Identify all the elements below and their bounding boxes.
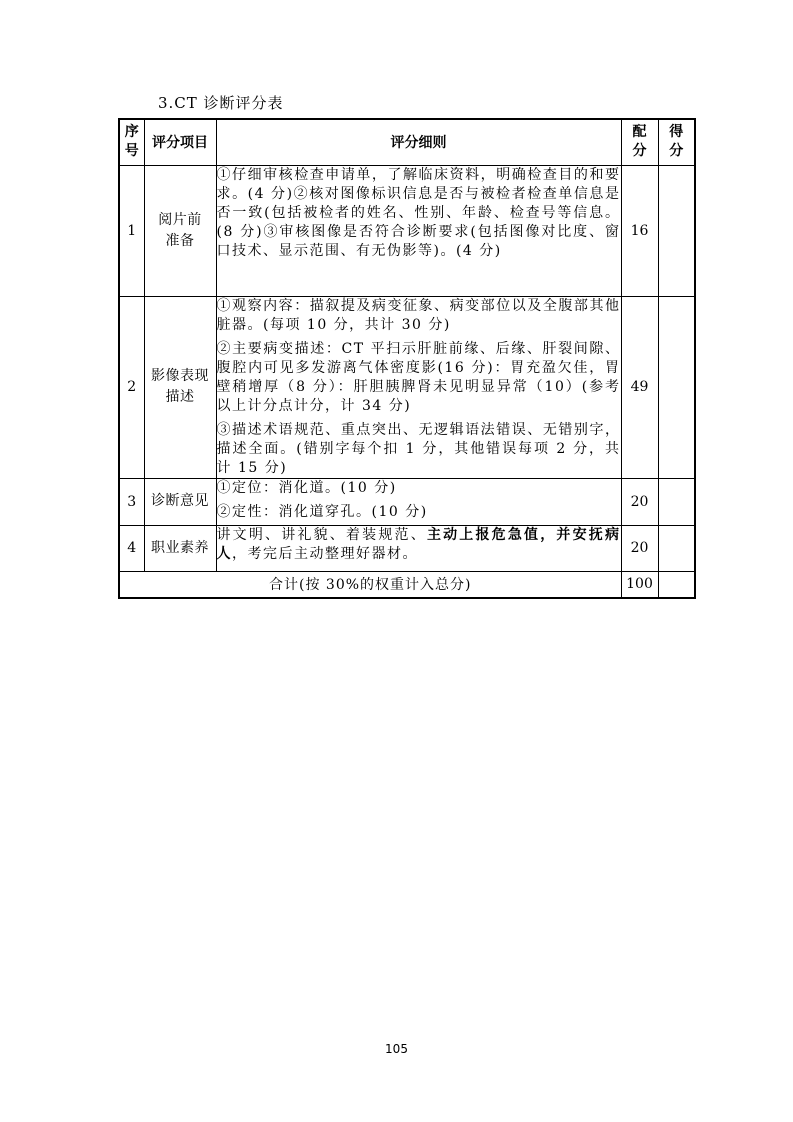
item-cell xyxy=(144,478,216,525)
table-header-row xyxy=(119,119,695,165)
table-row xyxy=(119,165,695,296)
row-number-cell: 2 xyxy=(119,296,144,478)
item-line: 阅片前 xyxy=(158,211,202,228)
criteria-paragraph: ①观察内容：描叙提及病变征象、病变部位以及全腹部其他脏器。(每项 10 分，共计 30 分) xyxy=(216,297,621,333)
score-cell xyxy=(658,296,695,478)
total-label-cell: 合计(按 30%的权重计入总分) xyxy=(119,571,621,598)
item-cell xyxy=(144,296,216,478)
criteria-paragraph: ①定位：消化道。(10 分) xyxy=(216,479,397,496)
item-line: 职业素养 xyxy=(151,539,209,556)
header-score-label: 得分 xyxy=(669,124,684,160)
header-score xyxy=(658,119,695,165)
row-number-cell: 3 xyxy=(119,478,144,525)
points-cell: 49 xyxy=(621,296,658,478)
header-criteria: 评分细则 xyxy=(216,119,621,165)
item-line: 描述 xyxy=(165,389,195,405)
header-no-label: 序号 xyxy=(124,124,139,160)
item-line: 准备 xyxy=(165,232,195,249)
header-points-label: 配分 xyxy=(632,124,647,160)
score-cell xyxy=(658,478,695,525)
row-number-cell: 4 xyxy=(119,525,144,571)
criteria-paragraph: ②主要病变描述：CT 平扫示肝脏前缘、后缘、肝裂间隙、腹腔内可见多发游离气体密度影(16 分)：胃充盈欠佳，胃壁稍增厚（8 分）：肝胆胰脾肾未见明显异常（10）(参考以上计分点计分，计 34 分) xyxy=(216,340,621,414)
points-cell: 16 xyxy=(621,165,658,296)
criteria-text: ，考完后主动整理好器材。 xyxy=(232,545,418,562)
criteria-cell xyxy=(216,296,621,478)
criteria-paragraph: ②定性：消化道穿孔。(10 分) xyxy=(216,503,428,520)
table-row xyxy=(119,478,695,525)
scoring-table xyxy=(118,118,696,599)
total-points-cell: 100 xyxy=(621,571,658,598)
item-line: 诊断意见 xyxy=(151,493,209,509)
total-row xyxy=(119,571,695,598)
header-no xyxy=(119,119,144,165)
criteria-paragraph: ①仔细审核检查申请单，了解临床资料，明确检查目的和要求。(4 分)②核对图像标识信息是否与被检者检查单信息是否一致(包括被检者的姓名、性别、年龄、检查号等信息。(8 分)③审核图像是否符合诊断要求(包括图像对比度、窗口技术、显示范围、有无伪影等)。(4 分) xyxy=(216,166,621,259)
item-line: 影像表现 xyxy=(151,368,209,384)
table-row xyxy=(119,525,695,571)
total-score-cell xyxy=(658,571,695,598)
item-cell xyxy=(144,165,216,296)
criteria-text-bold: 主动上报危急值，并安抚病人 xyxy=(216,526,621,562)
table-row xyxy=(119,296,695,478)
score-cell xyxy=(658,525,695,571)
criteria-cell xyxy=(216,478,621,525)
points-cell: 20 xyxy=(621,478,658,525)
header-item: 评分项目 xyxy=(144,119,216,165)
row-number-cell: 1 xyxy=(119,165,144,296)
criteria-paragraph xyxy=(217,526,621,564)
criteria-cell xyxy=(216,165,621,296)
criteria-paragraph: ③描述术语规范、重点突出、无逻辑语法错误、无错别字，描述全面。(错别字每个扣 1 分，其他错误每项 2 分，共计 15 分) xyxy=(216,421,621,476)
criteria-text: 讲文明、讲礼貌、着装规范、 xyxy=(216,526,427,543)
criteria-cell xyxy=(216,525,621,571)
item-cell xyxy=(144,525,216,571)
page-number: 105 xyxy=(385,1042,408,1056)
points-cell: 20 xyxy=(621,525,658,571)
doc-title: 3.CT 诊断评分表 xyxy=(158,94,284,112)
header-points xyxy=(621,119,658,165)
score-cell xyxy=(658,165,695,296)
